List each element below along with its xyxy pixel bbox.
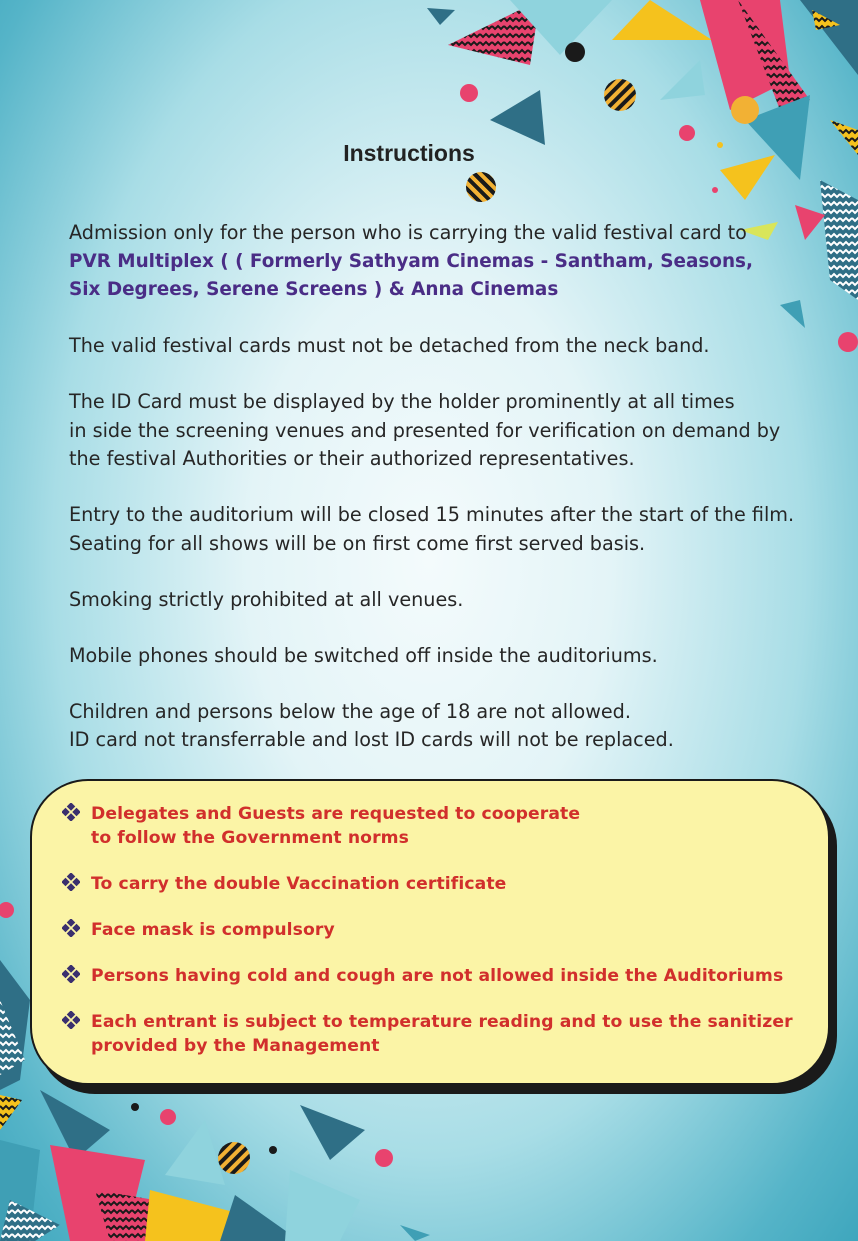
circle-shape (0, 902, 14, 918)
notice-list (32, 781, 828, 1058)
text-line: Mobile phones should be switched off inside the auditoriums. (69, 643, 658, 667)
diamond-four-bullet-icon (62, 919, 80, 937)
venue-highlight-line: PVR Multiplex ( ( Formerly Sathyam Cinemas - Santham, Seasons, (69, 250, 753, 272)
notice-text: Delegates and Guests are requested to cooperate (91, 804, 581, 824)
text-line: Entry to the auditorium will be closed 15 minutes after the start of the film. (69, 503, 795, 526)
venue-highlight-line: Six Degrees, Serene Screens ) & Anna Cinemas (69, 279, 559, 300)
diamond-four-bullet-icon (62, 803, 80, 821)
text-line: The valid festival cards must not be detached from the neck band. (69, 334, 710, 357)
circle-shape (838, 332, 858, 352)
text-line: Admission only for the person who is carrying the valid festival card to (69, 221, 747, 244)
circle-shape (218, 1142, 250, 1174)
paragraph-mobile (69, 642, 829, 671)
circle-shape (131, 1103, 139, 1111)
triangle-shape (490, 90, 545, 145)
triangle-shape (612, 0, 712, 40)
text-line: the festival Authorities or their authorized representatives. (69, 447, 635, 470)
circle-shape (604, 79, 636, 111)
circle-shape (731, 96, 759, 124)
triangle-shape (400, 1225, 430, 1241)
notice-item (32, 802, 828, 850)
triangle-shape (427, 8, 455, 25)
triangle-shape (660, 60, 705, 100)
notice-text: provided by the Management (91, 1036, 380, 1056)
circle-shape (565, 42, 585, 62)
text-line: ID card not transferrable and lost ID cards will not be replaced. (69, 728, 674, 751)
circle-shape (712, 187, 718, 193)
triangle-shape (300, 1105, 365, 1160)
triangle-shape (285, 1170, 360, 1241)
notice-item (32, 872, 828, 896)
paragraph-age (69, 698, 829, 755)
notice-item (32, 1010, 828, 1058)
circle-shape (269, 1146, 277, 1154)
notice-text: To carry the double Vaccination certificate (91, 874, 507, 894)
paragraph-smoking (69, 586, 829, 615)
triangle-shape (0, 1095, 22, 1130)
circle-shape (460, 84, 478, 102)
striped-circle-icon (466, 172, 496, 202)
paragraph-admission (69, 219, 829, 305)
covid-notice-box (30, 779, 830, 1085)
circle-shape (679, 125, 695, 141)
notice-text: to follow the Government norms (91, 828, 409, 848)
paragraph-neck-band (69, 332, 829, 361)
notice-text: Persons having cold and cough are not allowed inside the Auditoriums (91, 966, 784, 986)
text-line: in side the screening venues and presented for verification on demand by (69, 418, 781, 442)
triangle-shape (800, 0, 858, 75)
diamond-four-bullet-icon (62, 965, 80, 983)
text-line: The ID Card must be displayed by the holder prominently at all times (69, 390, 735, 413)
page-title: Instructions (343, 140, 475, 166)
paragraph-id-card (69, 388, 829, 474)
text-line: Children and persons below the age of 18 are not allowed. (69, 699, 631, 723)
triangle-shape (830, 120, 858, 155)
notice-text: Each entrant is subject to temperature reading and to use the sanitizer (91, 1012, 793, 1032)
text-line: Seating for all shows will be on first come first served basis. (69, 531, 646, 555)
notice-text: Face mask is compulsory (91, 920, 335, 940)
notice-item (32, 918, 828, 942)
diamond-four-bullet-icon (62, 1011, 80, 1029)
diamond-four-bullet-icon (62, 873, 80, 891)
instructions-body (69, 219, 829, 782)
text-line: Smoking strictly prohibited at all venues. (69, 587, 464, 611)
triangle-shape (165, 1120, 225, 1185)
circle-shape (375, 1149, 393, 1167)
circle-shape (160, 1109, 176, 1125)
notice-item (32, 964, 828, 988)
paragraph-entry (69, 501, 829, 558)
